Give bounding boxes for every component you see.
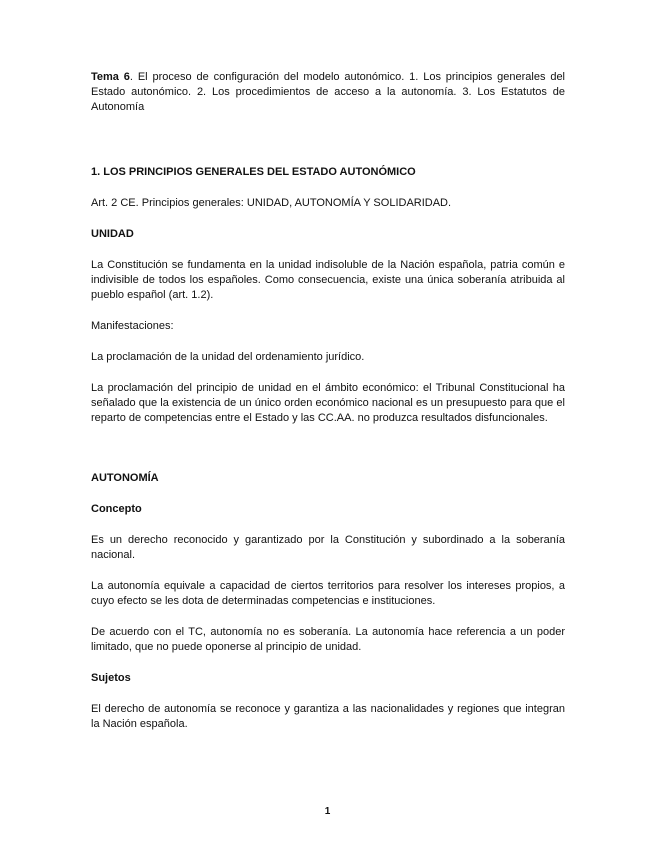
manifestaciones-label: Manifestaciones:	[91, 320, 174, 332]
autonomia-paragraph-1: Es un derecho reconocido y garantizado por la Constitución y subordinado a la soberanía nacional.	[91, 534, 565, 561]
title-label: Tema 6	[91, 71, 130, 83]
document-title	[91, 70, 565, 115]
title-text: . El proceso de configuración del modelo autonómico. 1. Los principios generales del Estado autonómico. 2. Los procedimientos de acceso a la autonomía. 3. Los Estatutos de Autonomía	[91, 71, 566, 113]
concepto-heading: Concepto	[91, 503, 142, 515]
autonomia-paragraph-3: De acuerdo con el TC, autonomía no es soberanía. La autonomía hace referencia a un poder limitado, que no puede oponerse al principio de unidad.	[91, 626, 565, 653]
sujetos-heading: Sujetos	[91, 672, 131, 684]
autonomia-paragraph-4: El derecho de autonomía se reconoce y garantiza a las nacionalidades y regiones que integran la Nación española.	[91, 703, 565, 730]
document-page	[91, 70, 565, 732]
autonomia-paragraph-2: La autonomía equivale a capacidad de ciertos territorios para resolver los intereses propios, a cuyo efecto se les dota de determinadas competencias e instituciones.	[91, 580, 565, 607]
unidad-paragraph-1: La Constitución se fundamenta en la unidad indisoluble de la Nación española, patria común e indivisible de todos los españoles. Como consecuencia, existe una única soberanía atribuida al pueblo español (art. 1.2).	[91, 259, 565, 301]
section-intro: Art. 2 CE. Principios generales: UNIDAD, AUTONOMÍA Y SOLIDARIDAD.	[91, 197, 452, 209]
unidad-paragraph-2: La proclamación de la unidad del ordenamiento jurídico.	[91, 351, 365, 363]
section-heading-principios: 1. LOS PRINCIPIOS GENERALES DEL ESTADO AUTONÓMICO	[91, 166, 416, 178]
page-number: 1	[324, 806, 331, 817]
subsection-heading-unidad: UNIDAD	[91, 228, 134, 240]
subsection-heading-autonomia: AUTONOMÍA	[91, 472, 159, 484]
unidad-paragraph-3: La proclamación del principio de unidad en el ámbito económico: el Tribunal Constitucional ha señalado que la existencia de un único orden económico nacional es un presupuesto para que el reparto de competencias entre el Estado y las CC.AA. no produzca resultados disfuncionales.	[91, 382, 565, 424]
